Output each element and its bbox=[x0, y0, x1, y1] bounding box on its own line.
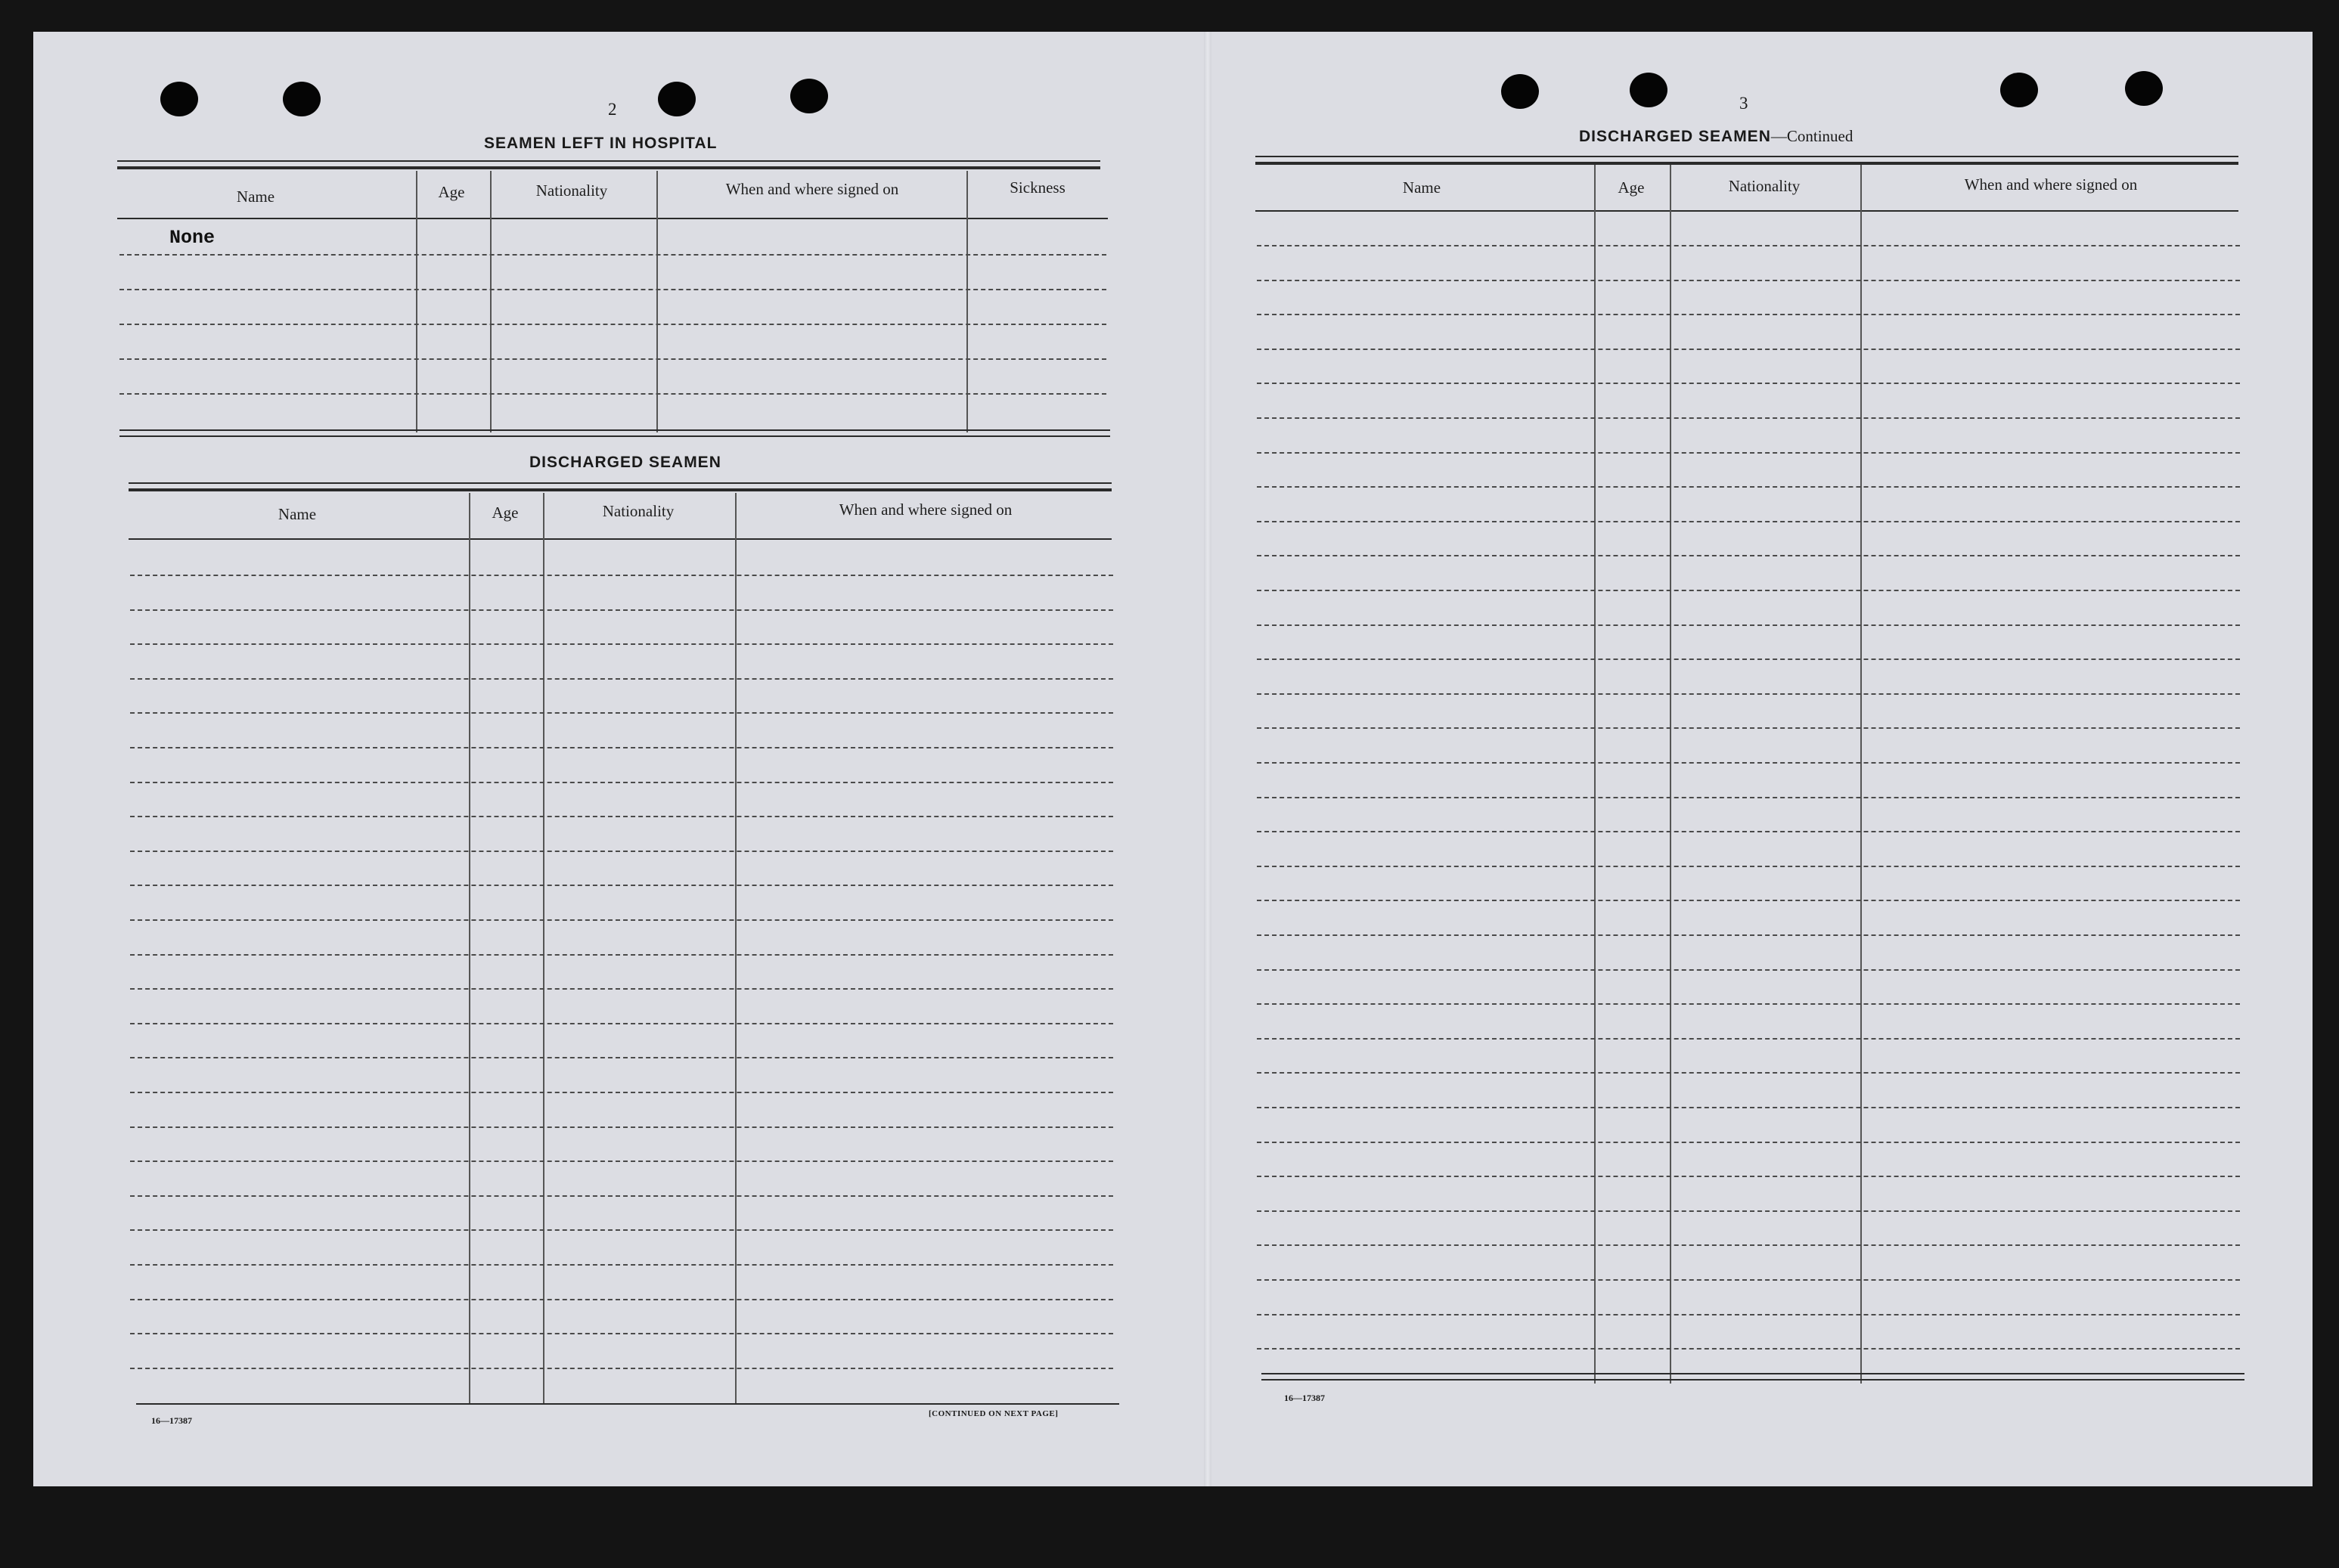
row-line bbox=[1257, 417, 2240, 419]
column-header-sickness: Sickness bbox=[1010, 178, 1066, 197]
row-line bbox=[130, 1333, 1113, 1334]
header-rule bbox=[1255, 210, 2238, 212]
header-rule bbox=[129, 538, 1112, 540]
row-line bbox=[130, 954, 1113, 956]
row-line bbox=[119, 358, 1106, 360]
row-line bbox=[130, 678, 1113, 680]
section-title-main: DISCHARGED SEAMEN bbox=[1579, 128, 1771, 145]
punch-hole bbox=[790, 79, 828, 113]
row-line bbox=[1257, 452, 2240, 454]
row-line bbox=[130, 747, 1113, 748]
center-fold bbox=[1204, 32, 1211, 1486]
column-header-name: Name bbox=[278, 505, 317, 523]
punch-hole bbox=[2000, 73, 2038, 107]
discharged-continued-title bbox=[1579, 127, 1853, 146]
row-line bbox=[1257, 1072, 2240, 1074]
row-line bbox=[130, 782, 1113, 783]
punch-hole bbox=[658, 82, 696, 116]
column-header-nationality: Nationality bbox=[602, 502, 675, 520]
row-line bbox=[130, 1023, 1113, 1024]
row-line bbox=[130, 816, 1113, 817]
row-line bbox=[130, 988, 1113, 990]
punch-hole bbox=[2125, 71, 2163, 106]
row-line bbox=[1257, 866, 2240, 867]
row-line bbox=[1257, 521, 2240, 522]
row-line bbox=[130, 1264, 1113, 1266]
row-line bbox=[1257, 245, 2240, 246]
row-line bbox=[1257, 762, 2240, 764]
row-line bbox=[1257, 969, 2240, 971]
form-code: 16—17387 bbox=[1284, 1393, 1325, 1403]
column-divider bbox=[1670, 165, 1671, 1384]
row-line bbox=[1257, 934, 2240, 936]
header-rule bbox=[117, 218, 1108, 219]
row-line bbox=[130, 1057, 1113, 1058]
row-line bbox=[119, 289, 1106, 290]
row-line bbox=[1257, 693, 2240, 695]
row-line bbox=[1257, 658, 2240, 660]
punch-hole bbox=[160, 82, 198, 116]
row-line bbox=[130, 1299, 1113, 1300]
row-line bbox=[130, 1368, 1113, 1369]
row-line bbox=[130, 575, 1113, 576]
row-line bbox=[130, 1229, 1113, 1231]
row-line bbox=[1257, 486, 2240, 488]
row-line bbox=[130, 712, 1113, 714]
column-divider bbox=[543, 493, 544, 1405]
form-code: 16—17387 bbox=[151, 1415, 192, 1426]
punch-hole bbox=[283, 82, 321, 116]
row-line bbox=[130, 1161, 1113, 1162]
column-divider bbox=[1594, 165, 1596, 1384]
row-line bbox=[1257, 314, 2240, 315]
table-bottom-rule bbox=[1261, 1373, 2244, 1374]
row-line bbox=[1257, 900, 2240, 901]
page-number: 3 bbox=[1739, 94, 1748, 113]
discharged-section-title: DISCHARGED SEAMEN bbox=[529, 454, 721, 471]
table-top-rule bbox=[117, 160, 1100, 162]
continued-note: [CONTINUED ON NEXT PAGE] bbox=[929, 1409, 1059, 1418]
table-bottom-rule bbox=[119, 429, 1110, 431]
row-line bbox=[1257, 349, 2240, 350]
column-header-name: Name bbox=[1402, 178, 1441, 197]
column-divider bbox=[469, 493, 470, 1405]
table-top-rule bbox=[129, 488, 1112, 491]
page-number: 2 bbox=[608, 100, 617, 119]
row-line bbox=[1257, 1142, 2240, 1143]
row-line bbox=[1257, 727, 2240, 729]
row-line bbox=[130, 609, 1113, 611]
column-divider bbox=[735, 493, 737, 1405]
column-divider bbox=[1860, 165, 1862, 1384]
row-line bbox=[130, 1195, 1113, 1197]
document-sheet bbox=[33, 32, 2313, 1486]
column-header-age: Age bbox=[438, 183, 465, 201]
hospital-entry-name: None bbox=[169, 227, 216, 249]
table-top-rule bbox=[1255, 162, 2238, 165]
column-header-nationality: Nationality bbox=[535, 181, 608, 200]
row-line bbox=[1257, 1348, 2240, 1350]
row-line bbox=[1257, 280, 2240, 281]
row-line bbox=[1257, 831, 2240, 832]
table-top-rule bbox=[129, 482, 1112, 484]
column-header-signed-on: When and where signed on bbox=[839, 500, 1013, 519]
column-header-name: Name bbox=[236, 187, 275, 206]
column-header-signed-on: When and where signed on bbox=[1964, 175, 2138, 194]
punch-hole bbox=[1630, 73, 1667, 107]
row-line bbox=[1257, 555, 2240, 556]
column-header-age: Age bbox=[1618, 178, 1645, 197]
row-line bbox=[1257, 1244, 2240, 1246]
row-line bbox=[1257, 1279, 2240, 1281]
table-top-rule bbox=[1255, 156, 2238, 157]
row-line bbox=[1257, 797, 2240, 798]
row-line bbox=[119, 254, 1106, 256]
row-line bbox=[1257, 1314, 2240, 1315]
row-line bbox=[119, 393, 1106, 395]
row-line bbox=[1257, 1210, 2240, 1212]
row-line bbox=[130, 919, 1113, 921]
table-bottom-rule bbox=[119, 435, 1110, 437]
row-line bbox=[1257, 1176, 2240, 1177]
column-header-signed-on: When and where signed on bbox=[725, 180, 899, 198]
column-header-age: Age bbox=[492, 504, 519, 522]
row-line bbox=[130, 851, 1113, 852]
table-bottom-rule bbox=[136, 1403, 1119, 1405]
row-line bbox=[1257, 383, 2240, 384]
row-line bbox=[1257, 590, 2240, 591]
row-line bbox=[130, 1092, 1113, 1093]
table-top-rule bbox=[117, 166, 1100, 169]
row-line bbox=[130, 643, 1113, 645]
row-line bbox=[1257, 624, 2240, 626]
hospital-section-title: SEAMEN LEFT IN HOSPITAL bbox=[484, 135, 718, 152]
row-line bbox=[130, 885, 1113, 886]
table-bottom-rule bbox=[1261, 1379, 2244, 1381]
punch-hole bbox=[1501, 74, 1539, 109]
row-line bbox=[1257, 1003, 2240, 1005]
section-title-suffix: —Continued bbox=[1770, 127, 1854, 145]
row-line bbox=[130, 1126, 1113, 1128]
row-line bbox=[1257, 1107, 2240, 1108]
column-header-nationality: Nationality bbox=[1728, 177, 1801, 195]
row-line bbox=[1257, 1038, 2240, 1040]
row-line bbox=[119, 324, 1106, 325]
